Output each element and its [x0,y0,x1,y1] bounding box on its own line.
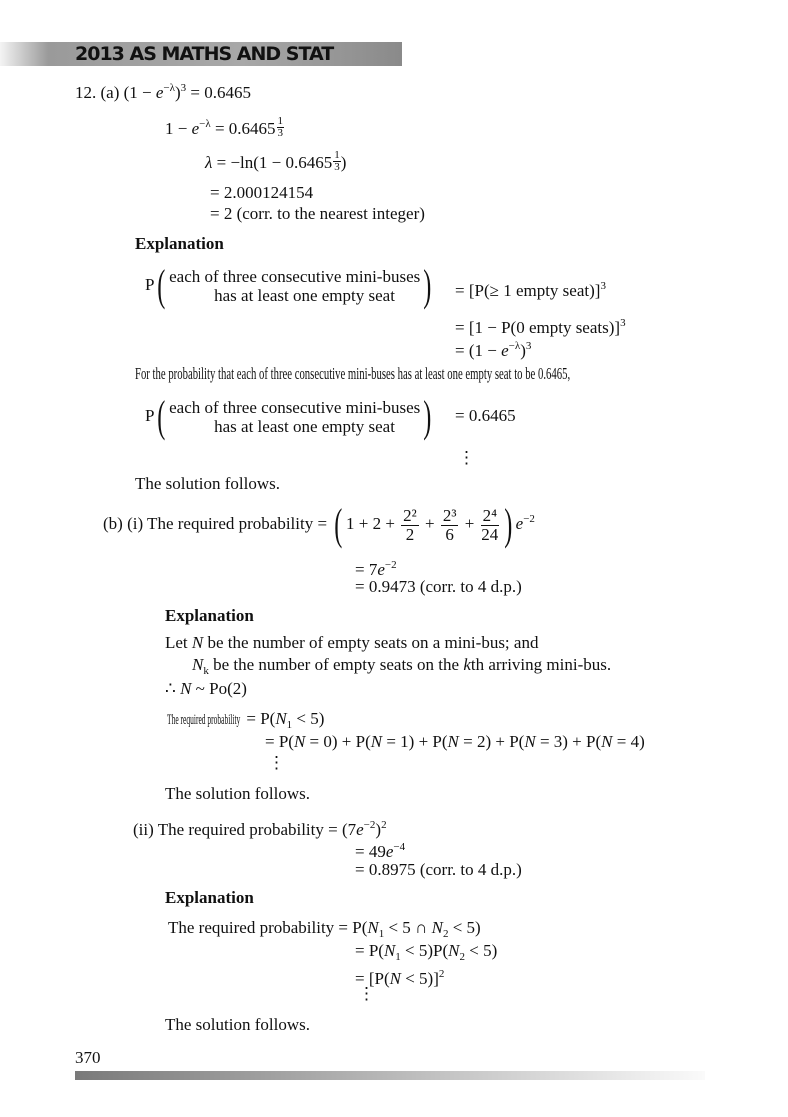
superscript: −2 [523,512,535,525]
text: = P( [265,732,294,751]
solution-follows [165,1015,310,1035]
italic-symbol: e [191,119,200,138]
italic-symbol: e [501,341,509,360]
text: = 0.9473 (corr. to 4 d.p.) [355,577,522,596]
explanation-heading [135,234,224,254]
left-paren: ( [157,392,166,441]
text: = 7 [355,560,378,579]
text: ) [375,820,382,839]
denominator: 2 [405,524,415,544]
italic-symbol: N [383,941,396,960]
prob-eq3 [455,336,531,361]
text: P [145,274,155,294]
numerator: 2³ [442,505,457,525]
a-eq3 [205,150,346,173]
subscript: 2 [442,928,449,940]
text: The required probability = P( [168,918,368,937]
subscript: k [203,665,209,677]
superscript: 3 [180,82,187,94]
text: = 0) + P( [305,732,371,751]
text: = 2.000124154 [210,183,314,202]
text: = 2) + P( [458,732,525,751]
text: (ii) The required probability = (7 [133,820,357,839]
superscript: 2 [438,968,445,980]
prob-eq1 [455,276,606,301]
superscript: −2 [384,559,397,571]
bii-eq2 [355,837,405,862]
text: be the number of empty seats on the [208,655,464,674]
fraction [277,116,285,139]
fraction [401,507,419,544]
italic-symbol: N [275,709,287,728]
text: = 4) [612,732,645,751]
numerator: 1 [277,115,284,127]
numerator: 1 [334,149,340,161]
numerator: 2⁴ [482,505,498,525]
superscript: −λ [508,340,521,352]
text: < 5) [292,709,325,728]
explanation-heading [165,606,254,626]
header-bar [0,42,402,66]
denominator: 6 [445,524,454,544]
text: = 2 (corr. to the nearest integer) [210,204,425,223]
superscript: 3 [525,340,532,352]
solution-follows [165,784,310,804]
bold-heading: Explanation [165,606,254,625]
event-line-1: each of three consecutive mini-buses [169,267,421,286]
italic-symbol: N [367,918,379,937]
text: = 49 [355,842,386,861]
prob-block-1 [145,261,435,310]
fraction [441,507,459,544]
superscript: 3 [600,280,606,292]
italic-symbol: e [515,513,524,533]
prob-eq2 [455,313,626,338]
italic-symbol: e [377,560,385,579]
fraction [481,507,499,544]
text: ~ Po(2) [191,679,247,698]
text: 1 − [165,119,192,138]
text: The solution follows. [165,1015,310,1034]
text: = 0.6465 [186,83,251,102]
bii-eq3 [355,860,522,880]
subscript: 1 [286,719,293,731]
text: Let [165,633,192,652]
text: = 0.6465 [210,119,276,138]
italic-symbol: e [356,820,364,839]
italic-symbol: e [155,83,164,102]
subscript: 1 [395,951,401,963]
text: ⋮ [358,984,375,1003]
ellipsis [458,448,475,468]
italic-symbol: N [447,732,459,751]
text: = 3) + P( [535,732,602,751]
text: = (1 − [455,341,502,360]
fraction [333,150,341,173]
superscript: 3 [620,317,626,329]
text: = [P( [355,969,390,988]
condition-sentence [135,364,570,384]
bold-heading: Explanation [165,888,254,907]
italic-symbol: k [463,655,471,674]
text: ⋮ [268,753,285,772]
event-line-2: has at least one empty seat [214,417,395,436]
right-paren: ) [504,500,513,549]
condensed-text: For the probability that each of three consecutive mini-buses has at least one empty seat to be 0.6465, [135,364,571,383]
solution-follows [135,474,280,494]
superscript: −2 [363,819,376,831]
text: (b) (i) The required probability = [103,513,332,533]
text: th arriving mini-bus. [470,655,612,674]
italic-symbol: λ [205,153,213,172]
italic-symbol: N [601,732,613,751]
text: ∴ [165,679,181,698]
let-nk-line [192,655,611,681]
bii-eq1 [133,815,387,840]
italic-symbol: N [524,732,536,751]
superscript: −4 [393,841,406,853]
italic-symbol: N [448,941,460,960]
ellipsis [358,984,375,1004]
a-eq5 [210,204,425,224]
italic-symbol: N [370,732,383,751]
bi-exp-eq2 [265,732,645,752]
a-eq4 [210,183,313,203]
text: ⋮ [458,448,475,467]
text: + [460,513,479,533]
prob-eq4 [455,406,516,426]
text: ) [174,83,181,102]
italic-symbol: e [385,842,394,861]
italic-symbol: N [389,969,401,988]
superscript: −λ [199,118,211,130]
text: ) [520,341,526,360]
italic-symbol: N [180,679,192,698]
left-paren: ( [334,500,343,549]
left-paren: ( [157,261,166,310]
stacked-event [169,267,420,305]
distribution-line [165,679,247,699]
italic-symbol: N [293,732,306,751]
ellipsis [268,753,285,773]
right-paren: ) [423,392,432,441]
text: < 5)P( [400,941,449,960]
italic-symbol: N [192,655,204,674]
text: = P( [242,709,276,728]
denominator: 3 [334,161,340,173]
italic-symbol: N [431,918,443,937]
event-line-1: each of three consecutive mini-buses [169,398,421,417]
let-n-line [165,633,538,653]
event-line-2: has at least one empty seat [214,286,395,305]
text: = 0.6465 [455,406,516,425]
bi-eq1 [103,500,535,549]
stacked-event [169,398,420,436]
text: < 5) [465,941,498,960]
text: = 1) + P( [382,732,448,751]
subscript: 2 [459,951,466,963]
italic-symbol: N [191,633,204,652]
text: 1 + 2 + [345,513,400,533]
numerator: 2² [403,505,417,525]
text: = 0.8975 (corr. to 4 d.p.) [355,860,522,879]
right-paren: ) [423,261,432,310]
text: The solution follows. [135,474,280,493]
superscript: 2 [381,819,387,831]
text: < 5) [448,918,481,937]
text: be the number of empty seats on a mini-bus; and [203,633,539,652]
denominator: 24 [481,524,499,544]
text: = −ln(1 − 0.6465 [212,153,333,172]
text: + [420,513,439,533]
a-eq2 [165,114,284,139]
subscript: 1 [378,928,385,940]
header-title: 2013 AS MATHS AND STAT [75,43,334,65]
text: The solution follows. [165,784,310,803]
text: = P( [355,941,384,960]
text: 12. (a) (1 − [75,83,156,102]
bi-eq3 [355,577,522,597]
denominator: 3 [277,127,284,139]
condensed-text: The required probability [167,712,241,728]
page-number: 370 [75,1048,101,1067]
text: = [1 − P(0 empty seats)] [455,318,621,337]
explanation-heading [165,888,254,908]
prob-block-2 [145,392,435,441]
text: < 5 ∩ [384,918,432,937]
text: = [P(≥ 1 empty seat)] [455,281,601,300]
text: P [145,405,155,425]
bold-heading: Explanation [135,234,224,253]
a-eq1 [75,78,251,103]
footer-bar [75,1071,705,1080]
text: < 5)] [400,969,439,988]
superscript: −λ [163,82,175,94]
text: ) [340,153,347,172]
